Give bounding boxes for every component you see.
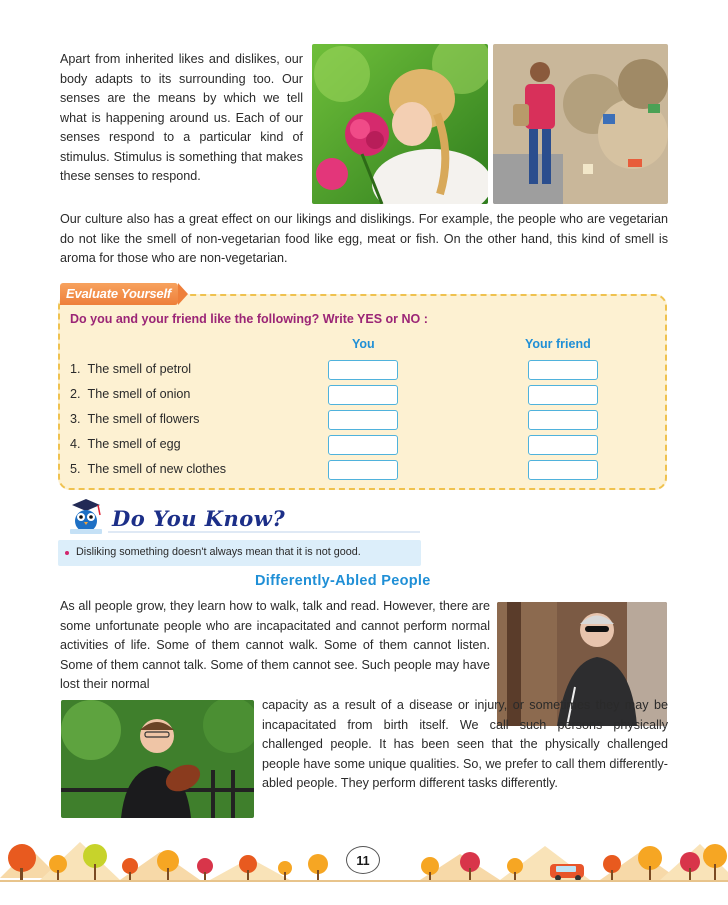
column-header-your-friend: Your friend — [525, 337, 591, 351]
evaluate-question: Do you and your friend like the following? Write YES or NO : — [70, 312, 428, 326]
owl-graduate-icon — [64, 497, 108, 535]
answer-you-4[interactable] — [328, 435, 398, 455]
section-heading: Differently-Abled People — [255, 573, 431, 589]
evaluate-item-1: 1. The smell of petrol — [70, 362, 192, 376]
intro-paragraph: Apart from inherited likes and dislikes, our body adapts to its surrounding too. Our senses are the means by which we tell what is happening around us. Each of our senses respond to a particular kind of stimulus. Stimulus is something that makes these senses to respond. — [60, 52, 303, 183]
evaluate-item-2: 2. The smell of onion — [70, 387, 191, 401]
evaluate-item-4: 4. The smell of egg — [70, 437, 181, 451]
page-number: 11 — [346, 846, 380, 874]
do-you-know-divider — [108, 531, 420, 533]
answer-friend-1[interactable] — [528, 360, 598, 380]
evaluate-item-5: 5. The smell of new clothes — [70, 462, 227, 476]
culture-paragraph: Our culture also has a great effect on our likings and dislikings. For example, the people who are vegetarian do not like the smell of non-vegetarian food like egg, meat or fish. On the other hand, this kind of smell is aroma for those who are non-vegetarian. — [60, 212, 668, 265]
evaluate-yourself-tab: Evaluate Yourself — [60, 283, 178, 305]
differently-abled-paragraph-top: As all people grow, they learn how to walk, talk and read. However, there are some unfortunate people who are incapacitated and cannot perform normal activities of life. Some of them cannot walk. Some of them cannot listen. Some of them cannot talk. Some of them cannot see. Such people may have lost their normal — [60, 599, 490, 691]
evaluate-item-3: 3. The smell of flowers — [70, 412, 200, 426]
answer-you-2[interactable] — [328, 385, 398, 405]
do-you-know-title: Do You Know? — [112, 506, 286, 531]
differently-abled-paragraph-bottom: capacity as a result of a disease or injury, or sometimes they may be incapacitated from birth itself. We call such persons physically challenged people. It has been seen that the physically challenged people have some unique qualities. So, we prefer to call them differently-abled people. They perform different tasks differently. — [262, 698, 668, 790]
do-you-know-fact: Disliking something doesn't always mean that it is not good. — [76, 546, 361, 558]
boy-with-football-photo — [61, 700, 254, 818]
answer-you-1[interactable] — [328, 360, 398, 380]
girl-smelling-flower-photo — [312, 44, 488, 204]
bullet-icon — [65, 551, 69, 555]
answer-friend-4[interactable] — [528, 435, 598, 455]
answer-friend-5[interactable] — [528, 460, 598, 480]
answer-friend-3[interactable] — [528, 410, 598, 430]
column-header-you: You — [352, 337, 375, 351]
answer-you-5[interactable] — [328, 460, 398, 480]
answer-friend-2[interactable] — [528, 385, 598, 405]
answer-you-3[interactable] — [328, 410, 398, 430]
woman-near-garbage-photo — [493, 44, 668, 204]
